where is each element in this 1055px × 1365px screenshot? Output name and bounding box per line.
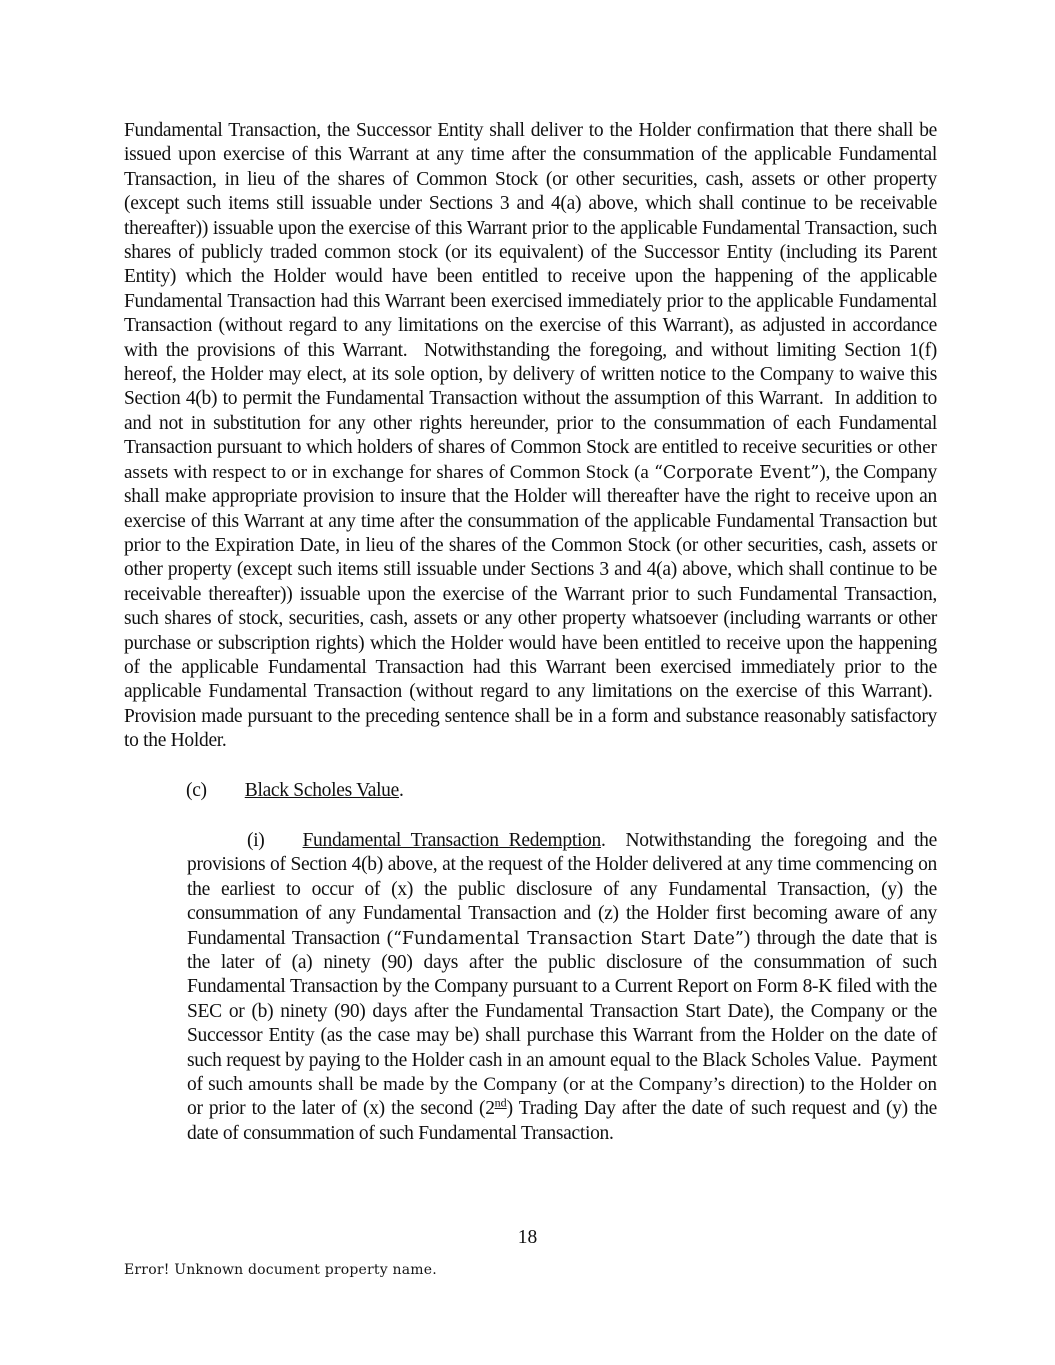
section-heading-black-scholes-value — [186, 779, 937, 803]
page-number: 18 — [517, 1227, 538, 1248]
text-run: . Notwithstanding the foregoing and the provisions of Section 4(b) above, at the request of the Holder delivered at any time commencing on the earliest to occur of (x) the public disclosure of any Fundamental Transaction, (y) the consummation of any Fundamental Transaction and (z) the Holder first becoming aware of any Fundamental Transaction ( — [187, 829, 937, 949]
text-run: “Corporate Event” — [653, 462, 820, 483]
text-run: or prior to the later of (x) the second (2 — [187, 1098, 495, 1120]
text-run: or other assets with respect to or in exchange for shares of Common Stock (a — [124, 437, 937, 483]
text-run: ) Trading Day after the date of such request and (y) the date of consummation of such Fundamental Transaction. — [187, 1098, 938, 1144]
text-run: ), — [819, 461, 831, 483]
text-run: nd — [494, 1095, 507, 1110]
text-body — [124, 119, 937, 1146]
text-run: (c) — [186, 779, 207, 801]
text-run: Fundamental Transaction, the Successor Entity shall deliver to the Holder confirmation that there shall be issued upon exercise of this Warrant at any time after the consummation of the applicable Fundamental Transaction, in lieu of the shares of Common Stock (or other securities, cash, assets or other property (except such items still issuable under Sections 3 and 4(a) above, which shall continue to be receivable thereafter)) issuable upon the exercise of this Warrant prior to the applicable Fundamental Transaction, such shares of publicly traded common stock (or its equivalent) of the Successor Entity (including its Parent Entity) which the Holder would have been entitled to receive upon the happening of the applicable Fundamental Transaction had this Warrant been exercised immediately prior to the applicable Fundamental Transaction (without regard to any limitations on the exercise of this Warrant), as adjusted in accordance with the provisions of this Warrant. Notwithstanding the foregoing, and without limiting Section 1(f) hereof, the Holder may elect, at its sole option, by delivery of written notice to the Company to waive this Section 4(b) to permit the Fundamental Transaction without the assumption of this Warrant. In addition to and not in substitution for any other rights hereunder, prior to the consummation of each Fundamental Transaction pursuant to which holders of shares of Common Stock are entitled to receive securities — [124, 120, 937, 459]
text-run: . — [399, 779, 404, 801]
subsection-i-paragraph — [187, 829, 937, 1146]
body-paragraph-continuation — [124, 119, 937, 754]
footer-error-text: Error! Unknown document property name. — [124, 1262, 437, 1278]
text-run: (i) — [247, 829, 265, 851]
text-run: the Company shall make appropriate provision to insure that the Holder will thereafter have the right to receive upon an exercise of this Warrant at any time after the consummation of the applicable Fundamental Transaction but prior to the Expiration Date, in lieu of the shares of the Common Stock (or other securities, cash, assets or other property (except such items still issuable under Sections 3 and 4(a) above, which shall continue to be receivable thereafter)) issuable upon the exercise of the Warrant prior to such Fundamental Transaction, such shares of stock, securities, cash, assets or any other property whatsoever (including warrants or other purchase or subscription rights) which the Holder would have been entitled to receive upon the happening of the applicable Fundamental Transaction had this Warrant been exercised immediately prior to the applicable Fundamental Transaction (without regard to any limitations on the exercise of this Warrant). Provision made pursuant to the preceding sentence shall be in a form and substance reasonably satisfactory to the Holder. — [124, 461, 937, 752]
text-run: amounts shall be made by the Company (or at the Company’s direction) to the Holder on — [248, 1074, 937, 1096]
text-run: Fundamental Transaction Redemption — [302, 829, 601, 851]
text-run: ) through the date that is the later of (a) ninety (90) days after the public disclosure of the consummation of such Fundamental Transaction by the Company pursuant to a Current Report on Form 8-K filed with the SEC or (b) ninety (90) days after the Fundamental Transaction Start Date), the Company or the Successor Entity (as the case may be) shall purchase this Warrant from the Holder on the date of such request by paying to the Holder cash in an amount equal to the Black Scholes Value. Payment of such — [187, 927, 937, 1096]
text-run: “Fundamental Transaction Start Date” — [392, 928, 744, 949]
text-run: Black Scholes Value — [244, 779, 399, 801]
